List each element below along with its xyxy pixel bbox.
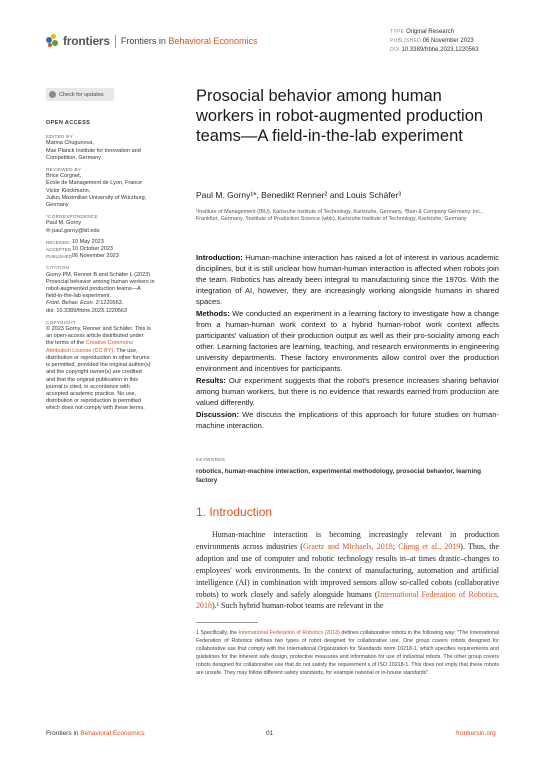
doi: 10.3389/frbhe.2023.1220563 xyxy=(401,47,479,53)
citation-link[interactable]: International Federation of Robotics, 2018 xyxy=(196,589,499,611)
check-for-updates-button[interactable]: Check for updates xyxy=(46,88,114,101)
article-type: Original Research xyxy=(405,29,454,35)
journal-name: Frontiers in Behavioral Economics xyxy=(120,36,258,46)
article-meta: TYPE Original Research PUBLISHED 06 November 2023 DOI 10.3389/frbhe.2023.1220563 xyxy=(390,29,479,53)
footnote-citation-link[interactable]: International Federation of Robotics (2018) xyxy=(238,630,340,636)
reviewed-by: Brice Corgnet, École de Management de Lyon, France Victor Klockmann, Julius Maximilian University of Würzburg, Germany xyxy=(46,173,147,209)
keywords-label: KEYWORDS xyxy=(196,457,226,462)
footer-website-link[interactable]: frontiersin.org xyxy=(456,730,496,737)
abstract xyxy=(196,252,499,432)
author-list: Paul M. Gorny¹*, Benedikt Renner² and Louis Schäfer³ xyxy=(196,190,402,200)
dates: RECEIVED 10 May 2023 ACCEPTED 10 October 2023 PUBLISHED 06 November 2023 xyxy=(46,238,119,260)
correspondence-email-link[interactable]: ✉ paul.gorny@kit.edu xyxy=(46,227,100,234)
abstract-methods: Methods: We conducted an experiment in a learning factory to investigate how a change from a human-human work context to a hybrid human-robot work context affects participants' valuation of their production output as well as their pro-sociality among each other. Learning factories are learning, teaching, and research environments in engineering university departments. These factory environments allow control over the production environment and incentives for participants. xyxy=(196,309,499,373)
section-heading-introduction: 1. Introduction xyxy=(196,505,273,519)
affiliations: ¹Institute of Management (IBU), Karlsruhe Institute of Technology, Karlsruhe, Germany, ²Bain & Company Germany, Inc., Frankfurt, Germany, ³Institute of Production Science (wbk), Karlsruhe Institute of Technology, Karlsruhe, Germany xyxy=(196,209,483,223)
citation-link[interactable]: Cheng et al., 2019 xyxy=(398,541,461,551)
abstract-results: Results: Our experiment suggests that the robot's presence increases sharing behavior among human workers, but there is no evidence that rewards earned from production are valued differently. xyxy=(196,376,499,407)
correspondence: Paul M. Gorny ✉ paul.gorny@kit.edu xyxy=(46,220,186,234)
header-divider xyxy=(115,35,116,48)
brand-name: frontiers xyxy=(63,34,110,48)
frontiers-logo-icon xyxy=(46,34,60,48)
edited-by: Marina Chugunova, Max Planck Institute for Innovation and Competition, Germany xyxy=(46,140,141,161)
sidebar: OPEN ACCESS EDITED BY Marina Chugunova, Max Planck Institute for Innovation and Competition, Germany REVIEWED BY Brice Corgnet, École de Management de Lyon, France Victor Klockmann, Julius Maximilian University of Würzburg, Germany *CORRESPONDENCE Paul M. Gorny ✉ paul.gorny@kit.edu RECEIVED 10 May 2023 ACCEPTED 10 October 2023 PUBLISHED 06 November 2023 CITATION Gorny PM, Renner B and Schäfer L (2023) Prosocial behavior among human workers in robot-augmented production teams—A field-in-the-lab experiment. Front. Behav. Econ. 2:1220563. doi: 10.3389/frbhe.2023.1220563 COPYRIGHT © 2023 Gorny, Renner and Schäfer. This is an open-access article distributed under the terms of the Creative Commons Attribution License (CC BY). The use, distribution or reproduction in other forums is permitted, provided the original author(s) and the copyright owner(s) are credited and that the original publication in this journal is cited, in accordance with accepted academic practice. No use, distribution or reproduction is permitted which does not comply with these terms. xyxy=(46,120,186,413)
footer-journal: Frontiers in Behavioral Economics xyxy=(46,730,145,737)
introduction-paragraph: Human-machine interaction is becoming increasingly relevant in production environments across industries (Graetz and Michaels, 2018; Cheng et al., 2019). Thus, the adoption and use of computer and robotic technology results in–at times drastic–changes to employees' work environments. In the context of manufacturing, automation and artificial intelligence (AI) in combination with improved sensors allow so-called cobots (collaborative robots) to work closely and safely alongside humans (International Federation of Robotics, 2018).¹ Such hybrid human-robot teams are relevant in the xyxy=(196,530,499,611)
copyright: © 2023 Gorny, Renner and Schäfer. This is an open-access article distributed under the terms of the Creative Commons Attribution License (CC BY). The use, distribution or reproduction in other forums is permitted, provided the original author(s) and the copyright owner(s) are credited and that the original publication in this journal is cited, in accordance with accepted academic practice. No use, distribution or reproduction is permitted which does not comply with these terms. xyxy=(46,326,151,412)
open-access-label: OPEN ACCESS xyxy=(46,120,91,126)
footnote-divider xyxy=(196,622,258,623)
article-title: Prosocial behavior among human workers in robot-augmented production teams—A field-in-the-lab experiment xyxy=(196,87,484,145)
abstract-introduction: Introduction: Human-machine interaction has raised a lot of interest in various academic disciplines, but it is still unclear how human-human interaction is affected when robots join the team. Robotics has already been integral to manufacturing since the 1970s. With the integration of AI, however, they are increasingly working alongside humans in shared spaces. xyxy=(196,253,499,306)
citation-link[interactable]: Graetz and Michaels, 2018 xyxy=(302,541,393,551)
abstract-discussion: Discussion: We discuss the implications of this approach for future studies on human-machine interaction. xyxy=(196,410,499,430)
journal-header xyxy=(46,34,257,48)
page-number: 01 xyxy=(266,730,274,737)
footnote: 1 Specifically, the International Federation of Robotics (2018) defines collaborative robots in the following way: "The International Federation of Robotics defines two types of robot designed for collaborative use. One group covers robots designed for collaborative use that comply with the International Organization for Standards norm 10218-1, which specifies requirements and guidelines for the inherent safe design, protective measures and information for use of industrial robots. The other group covers robots designed for collaborative use that do not satisfy the requirement s of ISO 10218-1. This does not imply that these robots are unsafe. They may follow different safety standards, for example national or in-house standards". xyxy=(196,630,499,676)
keywords: robotics, human-machine interaction, experimental methodology, prosocial behavior, learning factory xyxy=(196,468,482,484)
cc-license-link[interactable]: Creative Commons Attribution License (CC BY) xyxy=(46,340,133,354)
published-date: 06 November 2023 xyxy=(422,38,474,44)
update-icon xyxy=(49,91,56,98)
citation: Gorny PM, Renner B and Schäfer L (2023) Prosocial behavior among human workers in robot-augmented production teams—A field-in-the-lab experiment. Front. Behav. Econ. 2:1220563. doi: 10.3389/frbhe.2023.1220563 xyxy=(46,271,155,314)
